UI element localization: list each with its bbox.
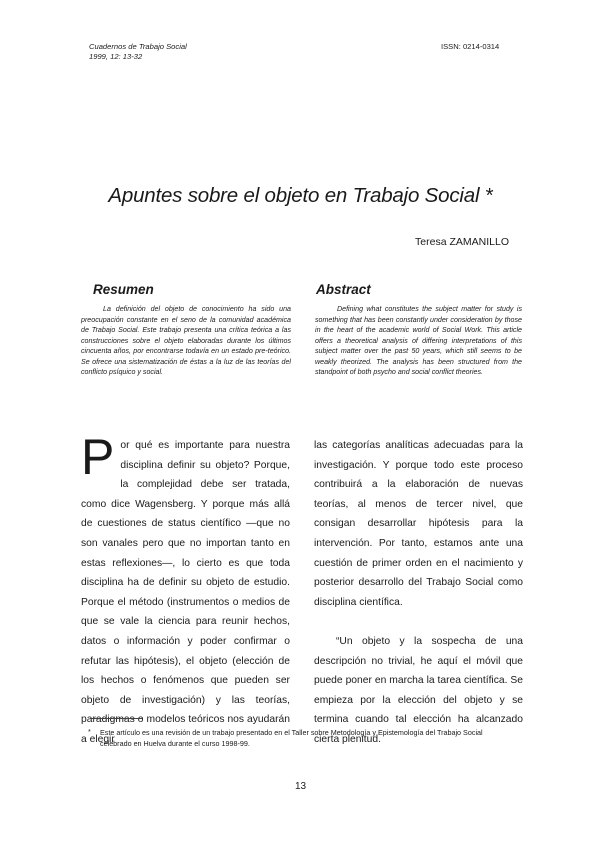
body-text: or qué es importante para nuestra disciplina definir su objeto? Porque, la complejidad debe ser tratada, como dice Wagensberg. Y porque más allá de cuestiones de status científico —que no son vanales pero que no importan tanto en estas reflexiones—, lo cierto es que toda disciplina ha de definir su objeto de estudio. Porque el método (instrumentos o medios de que se vale la ciencia para reunir hechos, datos o información y poder confirmar o refutar las hipótesis), el objeto (elección de los hechos o fenómenos que pueden ser objeto de investigación) y las teorías, paradigmas o modelos teóricos nos ayudarán a elegir — [81, 440, 290, 745]
body-paragraph — [81, 429, 290, 750]
body-column-right — [314, 436, 523, 750]
resumen-heading: Resumen — [93, 282, 154, 297]
issn: ISSN: 0214-0314 — [441, 42, 500, 51]
running-header-citation — [89, 42, 187, 62]
body-paragraph-quote: “Un objeto y la sospecha de una descripción no trivial, he aquí el móvil que puede poner en marcha la tarea científica. Se empieza por la elección del objeto y se termina cuando tal elección ha alcanzado cierta plenitud. — [314, 635, 523, 745]
resumen-text: La definición del objeto de conocimiento ha sido una preocupación constante en el seno de la comunidad académica de Trabajo Social. Este trabajo presenta una crítica teórica a las construcciones sobre el objeto elaboradas durante los últimos cincuenta años, por encontrarse todavía en un estado pre-teórico. Se ofrece una sistematización de éstas a la luz de las teorías del conflicto psíquico y social. — [81, 305, 291, 376]
footnote-text: Este artículo es una revisión de un trabajo presentado en el Taller sobre Metodología y Epistemología del Trabajo Social celebrado en Huelva durante el curso 1998-99. — [100, 728, 483, 748]
journal-name: Cuadernos de Trabajo Social — [89, 42, 187, 51]
abstract-heading: Abstract — [316, 282, 371, 297]
page-number: 13 — [294, 781, 307, 792]
footnote-divider — [112, 718, 142, 719]
body-paragraph: las categorías analíticas adecuadas para la investigación. Y porque todo este proceso contribuirá a la elaboración de nuevas teorías, al menos de tercer nivel, que consigan desarrollar hipótesis para la intervención. Por tanto, estamos ante una cuestión de primer orden en el nacimiento y posterior desarrollo del Trabajo Social como disciplina científica. — [314, 440, 523, 608]
body-column-left — [81, 429, 290, 750]
article-title: Apuntes sobre el objeto en Trabajo Social * — [108, 184, 493, 207]
footnote-mark: * — [88, 727, 91, 736]
abstract-text: Defining what constitutes the subject matter for study is something that has been constantly under consideration by those in the heart of the academic world of Social Work. This article offers a theoretical analysis of differing interpretations of this subject matter over the past 50 years, which still seems to be weakly theorized. The analysis has been structured from the standpoint of both psycho and social conflict theories. — [315, 305, 522, 376]
drop-cap: P — [81, 429, 115, 485]
volume-pages: 1999, 12: 13-32 — [89, 52, 143, 61]
author-name: Teresa ZAMANILLO — [415, 236, 509, 248]
